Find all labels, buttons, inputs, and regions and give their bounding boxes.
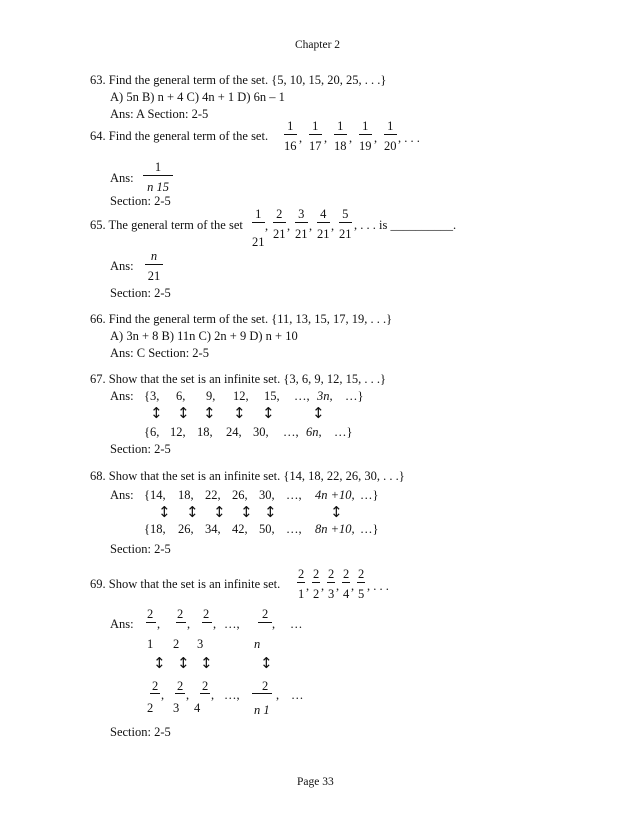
q69-ellipsis-2: … (290, 617, 303, 631)
q65-comma: , (331, 219, 335, 233)
q67-row2-item: 18, (197, 425, 213, 439)
q69-comma: , (321, 579, 325, 593)
q67-row1-item: 12, (233, 389, 249, 403)
q64-fraction-1: $\frac{1}{16}$ (284, 119, 297, 154)
q69-arrow: ↕ (177, 654, 190, 672)
q69-row2-num: 2 (177, 679, 184, 693)
q65-comma: , (309, 219, 313, 233)
q69-row2-den: 4 (194, 701, 201, 715)
q69-row1-den: 3 (197, 637, 204, 651)
q69-row1-den: 2 (173, 637, 180, 651)
q69-arrow: ↕ (260, 654, 273, 672)
q69-fraction-3: $\frac{2}{3}$ (328, 567, 335, 602)
q67-question: 67. Show that the set is an infinite set. {3, 6, 9, 12, 15, . . .} (90, 372, 387, 386)
q66-question: 66. Find the general term of the set. {11, 13, 15, 17, 19, . . .} (90, 312, 393, 326)
q65-answer-label: Ans: (110, 259, 134, 273)
q64-section: Section: 2-5 (110, 194, 171, 208)
q68-row2-item: …, (286, 522, 302, 536)
q64-comma: , (349, 131, 353, 145)
q69-fraction-1: $\frac{2}{1}$ (298, 567, 305, 602)
q67-row1-item: 15, (264, 389, 280, 403)
q69-row2-den: n 1 (254, 703, 270, 717)
q67-section: Section: 2-5 (110, 442, 171, 456)
q64-comma: , (324, 131, 328, 145)
q69-row2-den: 3 (173, 701, 180, 715)
q68-row2-item: 42, (232, 522, 248, 536)
q67-row1-item: …, (294, 389, 310, 403)
q68-row1-item: 30, (259, 488, 275, 502)
q69-row1-bar (176, 622, 186, 623)
q68-arrow: ↕ (264, 503, 277, 521)
q65-section: Section: 2-5 (110, 286, 171, 300)
q64-comma: , (299, 131, 303, 145)
q68-row2-item: 8n +10, (315, 522, 355, 536)
q69-row1-bar (258, 622, 272, 623)
q69-ellipsis: , . . . (367, 579, 389, 593)
q65-question: 65. The general term of the set (90, 218, 243, 232)
q69-comma: , (187, 617, 191, 631)
q67-row2-item: 12, (170, 425, 186, 439)
q64-ellipsis: , . . . (398, 131, 420, 145)
q67-row2-item: …, (283, 425, 299, 439)
q69-arrow: ↕ (200, 654, 213, 672)
q67-arrow: ↕ (233, 404, 246, 422)
q68-row2-item: {18, (144, 522, 166, 536)
q63-question: 63. Find the general term of the set. {5, 10, 15, 20, 25, . . .} (90, 73, 387, 87)
page-header: Chapter 2 (295, 39, 341, 51)
q69-comma: , (186, 688, 190, 702)
q64-fraction-3: $\frac{1}{18}$ (334, 119, 347, 154)
q69-question: 69. Show that the set is an infinite set. (90, 577, 281, 591)
q69-row1-num: 2 (203, 607, 210, 621)
q69-comma: , (276, 688, 280, 702)
q68-row2-item: …} (360, 522, 379, 536)
q67-row1-item: 3n, (317, 389, 333, 403)
q64-answer-fraction: $\frac{1}{n 15}$ (143, 161, 173, 194)
q66-choices: A) 3n + 8 B) 11n C) 2n + 9 D) n + 10 (110, 329, 298, 343)
q67-row2-item: 24, (226, 425, 242, 439)
q66-answer: Ans: C Section: 2-5 (110, 346, 209, 360)
q68-arrow: ↕ (240, 503, 253, 521)
q68-row1-item: 4n +10, (315, 488, 355, 502)
q64-fraction-2: $\frac{1}{17}$ (309, 119, 322, 154)
q68-arrow: ↕ (186, 503, 199, 521)
q69-fraction-2: $\frac{2}{2}$ (313, 567, 320, 602)
q64-fraction-4: $\frac{1}{19}$ (359, 119, 372, 154)
q65-fraction-2: $\frac{2}{21}$ (273, 207, 286, 242)
q69-row1-num: 2 (177, 607, 184, 621)
q68-question: 68. Show that the set is an infinite set. {14, 18, 22, 26, 30, . . .} (90, 469, 405, 483)
q69-comma: , (161, 688, 165, 702)
q69-row2-bar (150, 693, 160, 694)
q68-row2-item: 50, (259, 522, 275, 536)
q69-comma: , (211, 688, 215, 702)
q67-arrow: ↕ (312, 404, 325, 422)
q68-row1-item: 22, (205, 488, 221, 502)
q69-comma: , (306, 579, 310, 593)
q69-row1-den: n (254, 637, 261, 651)
q64-question: 64. Find the general term of the set. (90, 129, 269, 143)
q65-fraction-1: 1 (252, 208, 265, 241)
q67-row1-item: 9, (206, 389, 216, 403)
q69-comma: , (157, 617, 161, 631)
q69-fraction-4: $\frac{2}{4}$ (343, 567, 350, 602)
q65-fraction-3: $\frac{3}{21}$ (295, 207, 308, 242)
q67-arrow: ↕ (177, 404, 190, 422)
q69-row1-bar (146, 622, 156, 623)
q68-row2-item: 26, (178, 522, 194, 536)
q68-row1-item: …} (360, 488, 379, 502)
q63-choices: A) 5n B) n + 4 C) 4n + 1 D) 6n – 1 (110, 90, 285, 104)
q67-answer-label: Ans: (110, 389, 134, 403)
q69-row2-num: 2 (262, 679, 269, 693)
q65-comma: , (287, 219, 291, 233)
q67-arrow: ↕ (150, 404, 163, 422)
q68-answer-label: Ans: (110, 488, 134, 502)
q69-row2-num: 2 (202, 679, 209, 693)
q67-row1-item: 6, (176, 389, 186, 403)
q68-section: Section: 2-5 (110, 542, 171, 556)
q67-arrow: ↕ (203, 404, 216, 422)
q64-fraction-5: $\frac{1}{20}$ (384, 119, 397, 154)
q69-answer-label: Ans: (110, 617, 134, 631)
q69-comma: , (351, 579, 355, 593)
q69-ellipsis-1: …, (224, 617, 240, 631)
q64-comma: , (374, 131, 378, 145)
q65-fraction-5: $\frac{5}{21}$ (339, 207, 352, 242)
q69-ellipsis-4: … (291, 688, 304, 702)
q69-arrow: ↕ (153, 654, 166, 672)
q67-row2-item: 30, (253, 425, 269, 439)
q69-row2-bar (200, 693, 210, 694)
q69-row2-num: 2 (152, 679, 159, 693)
q69-fraction-5: $\frac{2}{5}$ (358, 567, 365, 602)
q68-arrow: ↕ (330, 503, 343, 521)
q68-arrow: ↕ (213, 503, 226, 521)
q69-row1-num: 2 (147, 607, 154, 621)
q69-row2-bar (175, 693, 185, 694)
q69-comma: , (336, 579, 340, 593)
q68-row1-item: {14, (144, 488, 166, 502)
q67-row2-item: {6, (144, 425, 160, 439)
q65-comma: , (265, 219, 269, 233)
q69-section: Section: 2-5 (110, 725, 171, 739)
q69-comma: , (213, 617, 217, 631)
q69-row1-den: 1 (147, 637, 154, 651)
q68-row1-item: …, (286, 488, 302, 502)
q67-arrow: ↕ (262, 404, 275, 422)
page-number: Page 33 (297, 776, 334, 788)
q63-answer: Ans: A Section: 2-5 (110, 107, 209, 121)
q67-row2-item: …} (334, 425, 353, 439)
q65-fraction-4: $\frac{4}{21}$ (317, 207, 330, 242)
q68-row1-item: 18, (178, 488, 194, 502)
q67-row1-item: {3, (144, 389, 160, 403)
q69-row1-num: 2 (262, 607, 269, 621)
q68-arrow: ↕ (158, 503, 171, 521)
q69-row2-bar (252, 693, 272, 694)
q68-row1-item: 26, (232, 488, 248, 502)
q69-row2-den: 2 (147, 701, 154, 715)
q65-answer-fraction: $\frac{n}{21}$ (145, 250, 163, 283)
q67-row1-item: …} (345, 389, 364, 403)
q69-ellipsis-3: …, (224, 688, 240, 702)
q64-answer-label: Ans: (110, 171, 134, 185)
q65-den-first: 21 (252, 235, 265, 249)
q65-tail: , . . . is __________. (354, 218, 457, 232)
q67-row2-item: 6n, (306, 425, 322, 439)
q69-comma: , (272, 617, 276, 631)
q68-row2-item: 34, (205, 522, 221, 536)
q69-row1-bar (202, 622, 212, 623)
